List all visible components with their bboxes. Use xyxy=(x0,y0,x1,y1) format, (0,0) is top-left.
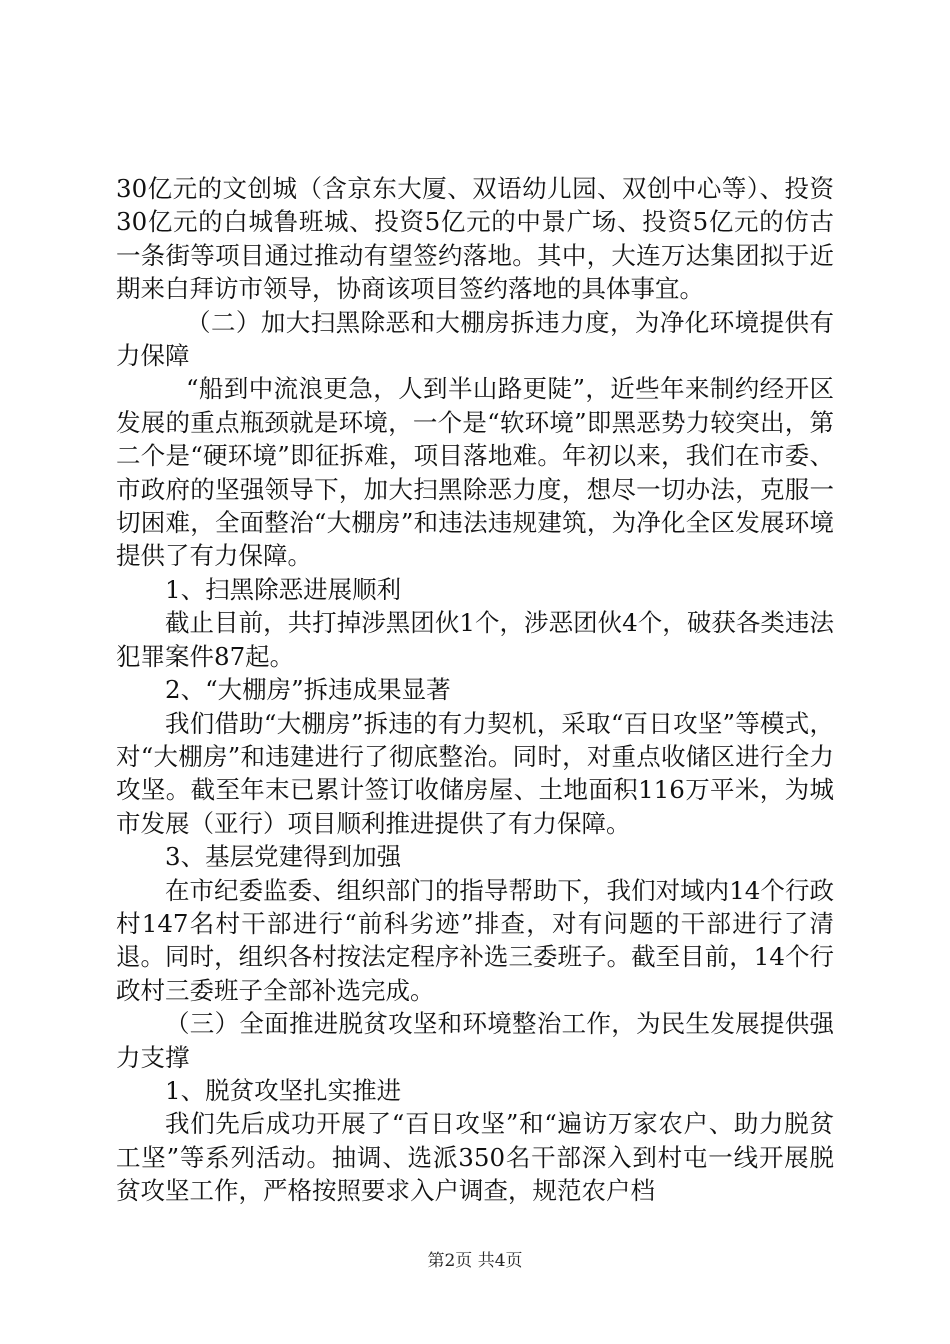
paragraph: 我们借助“大棚房”拆违的有力契机，采取“百日攻坚”等模式，对“大棚房”和违建进行了彻底整治。同时，对重点收储区进行全力攻坚。截至年末已累计签订收储房屋、土地面积116万平米，为城市发展（亚行）项目顺利推进提供了有力保障。 xyxy=(116,708,834,838)
subheading: 1、扫黑除恶进展顺利 xyxy=(165,574,402,604)
page-footer xyxy=(0,1246,950,1271)
subheading: 3、基层党建得到加强 xyxy=(165,842,402,872)
page-number-label: 第2页 共4页 xyxy=(427,1251,523,1271)
section-heading: （三）全面推进脱贫攻坚和环境整治工作，为民生发展提供强力支撑 xyxy=(116,1009,834,1072)
paragraph: 截止目前，共打掉涉黑团伙1个，涉恶团伙4个，破获各类违法犯罪案件87起。 xyxy=(116,608,834,671)
subheading: 2、“大棚房”拆违成果显著 xyxy=(165,675,451,705)
paragraph: 我们先后成功开展了“百日攻坚”和“遍访万家农户、助力脱贫工坚”等系列活动。抽调、选派350名干部深入到村屯一线开展脱贫攻坚工作，严格按照要求入户调查，规范农户档 xyxy=(116,1109,834,1206)
paragraph: 在市纪委监委、组织部门的指导帮助下，我们对域内14个行政村147名村干部进行“前科劣迹”排查，对有问题的干部进行了清退。同时，组织各村按法定程序补选三委班子。截至目前，14个行政村三委班子全部补选完成。 xyxy=(116,875,834,1005)
document-body xyxy=(116,172,834,1208)
paragraph: 30亿元的文创城（含京东大厦、双语幼儿园、双创中心等）、投资30亿元的白城鲁班城、投资5亿元的中景广场、投资5亿元的仿古一条街等项目通过推动有望签约落地。其中，大连万达集团拟于近期来白拜访市领导，协商该项目签约落地的具体事宜。 xyxy=(116,174,834,304)
subheading: 1、脱贫攻坚扎实推进 xyxy=(165,1075,402,1105)
paragraph: “船到中流浪更急，人到半山路更陡”，近些年来制约经开区发展的重点瓶颈就是环境，一个是“软环境”即黑恶势力较突出，第二个是“硬环境”即征拆难，项目落地难。年初以来，我们在市委、市政府的坚强领导下，加大扫黑除恶力度，想尽一切办法，克服一切困难，全面整治“大棚房”和违法违规建筑，为净化全区发展环境提供了有力保障。 xyxy=(116,374,834,571)
section-heading: （二）加大扫黑除恶和大棚房拆违力度，为净化环境提供有力保障 xyxy=(116,307,834,371)
